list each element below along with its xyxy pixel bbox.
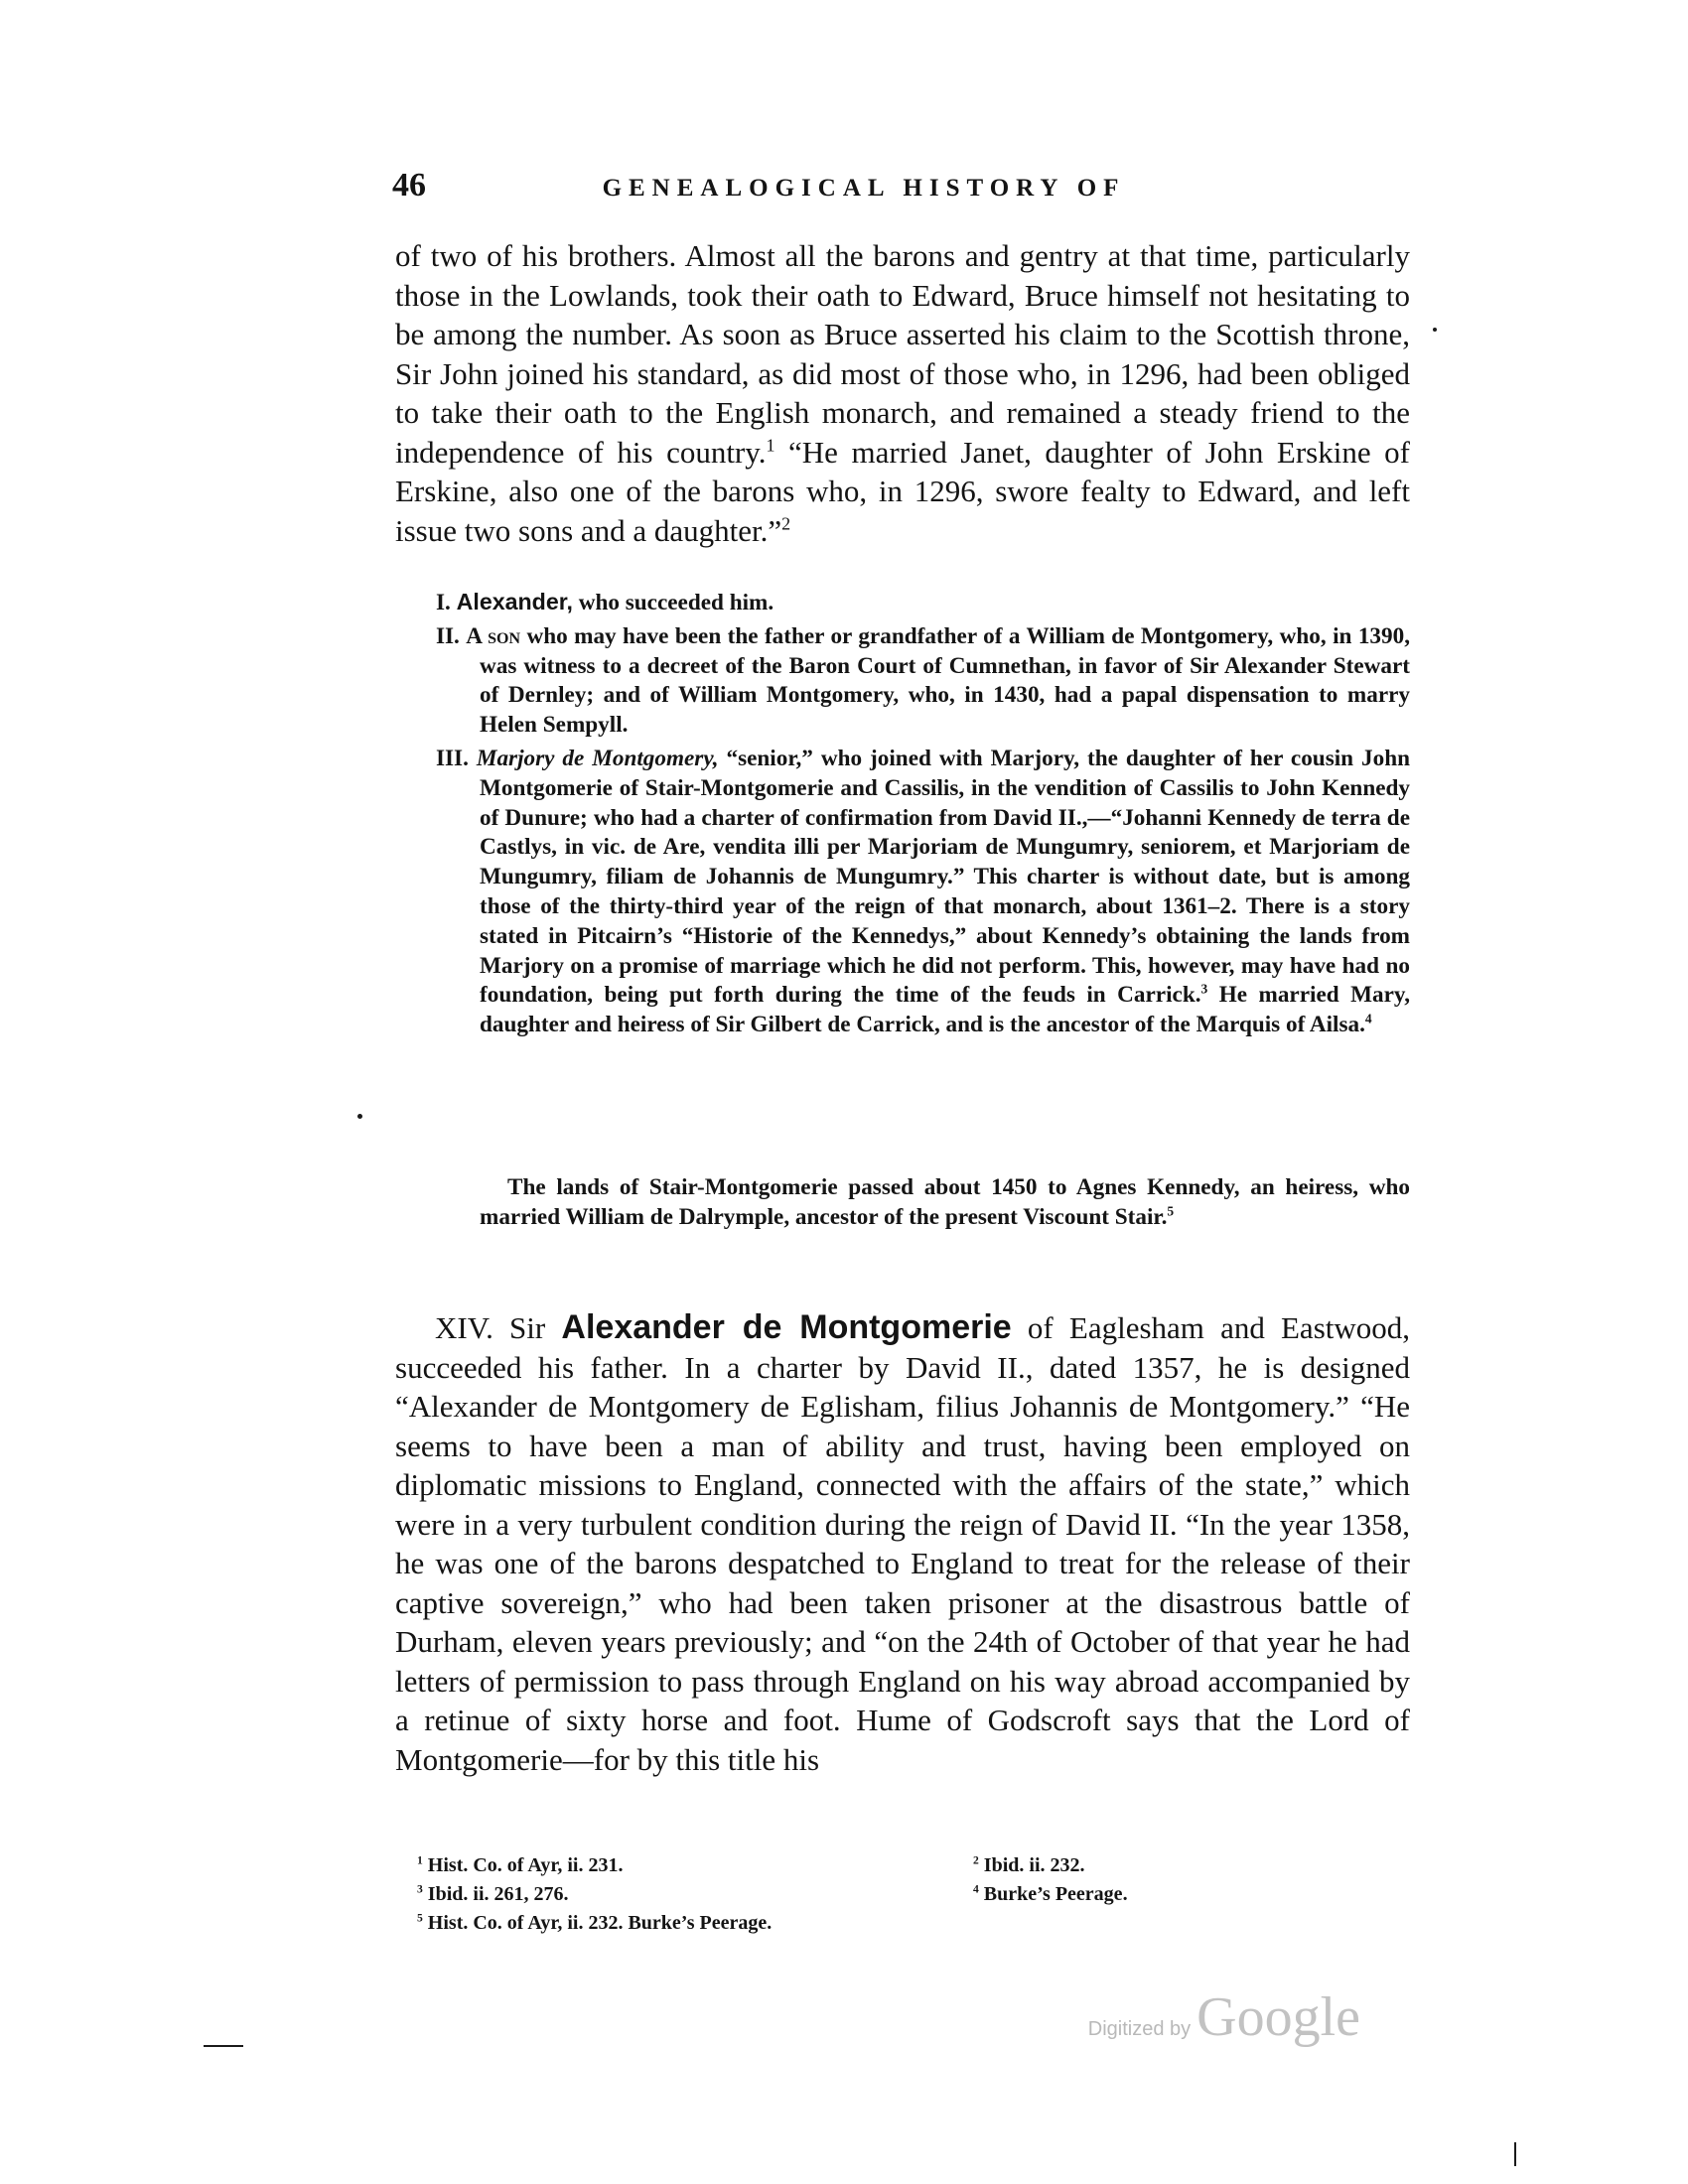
section-xiv bbox=[395, 1308, 1410, 1779]
footnote bbox=[417, 1852, 623, 1879]
list-text: who may have been the father or grandfather of a William de Montgomery, who, in 1390, was witness to a decreet of the Baron Court of Cumnethan, in favor of Sir Alexander Stewart of Dernley; and of William Montgomery, who, in 1430, had a papal dispensation to marry Helen Sempyll. bbox=[480, 622, 1410, 739]
footnote-number: 3 bbox=[417, 1882, 423, 1896]
footnote-text: Burke’s Peerage. bbox=[978, 1883, 1128, 1905]
footnote-number: 1 bbox=[417, 1853, 423, 1867]
section-heading-name: Alexander de Montgomerie bbox=[561, 1308, 1012, 1346]
child-name: A son bbox=[466, 622, 521, 649]
section-title-prefix: Sir bbox=[509, 1310, 546, 1345]
scan-artifact bbox=[1514, 2142, 1516, 2166]
page-number: 46 bbox=[392, 167, 426, 204]
list-text: “senior,” who joined with Marjory, the daughter of her cousin John Montgomerie of Stair-Montgomerie and Cassilis, in the vendition of Cassilis to John Kennedy of Dunure; who had a charter of confirmation from David II.,—“Johanni Kennedy de terra de Castlys, in vic. de Are, vendita illi per Marjoriam de Mungumry, seniorem, et Marjoriam de Mungumry, filiam de Johannis de Mungumry.” This charter is without date, but is among those of the thirty-third year of the reign of that monarch, about 1361–2. There is a story stated in Pitcairn’s “Historie of the Kennedys,” about Kennedy’s obtaining the lands from Marjory on a promise of marriage which he did not perform. This, however, may have had no foundation, being put forth during the time of the feuds in Carrick. bbox=[480, 745, 1410, 1009]
footnote-ref: 4 bbox=[1364, 1011, 1372, 1026]
paragraph-text-quote: “He married Janet, daughter of John Erskine of Erskine, also one of the barons who, in 1296, swore fealty to Edward, and left issue two sons and a daughter.” bbox=[395, 434, 1410, 548]
section-text: of Eaglesham and Eastwood, succeeded his father. In a charter by David II., dated 1357, he is designed “Alexander de Montgomery de Eglisham, filius Johannis de Montgomery.” “He seems to have been a man of ability and trust, having been employed on diplomatic missions to England, connected with the affairs of the state,” which were in a very turbulent condition during the reign of David II. “In the year 1358, he was one of the barons despatched to England to treat for the release of their captive sovereign,” who had been taken prisoner at the disastrous battle of Durham, eleven years previously; and “on the 24th of October of that year he had letters of permission to pass through England on his way abroad accompanied by a retinue of sixty horse and foot. Hume of Godscroft says that the Lord of Montgomerie—for by this title his bbox=[395, 1310, 1411, 1777]
list-numeral: III. bbox=[436, 745, 469, 771]
footnote-ref: 1 bbox=[766, 435, 775, 456]
watermark-prefix: Digitized by bbox=[1087, 2018, 1192, 2040]
issue-list bbox=[395, 588, 1410, 1044]
footnote-number: 5 bbox=[417, 1911, 423, 1925]
footnote-ref: 5 bbox=[1167, 1203, 1175, 1219]
list-item bbox=[395, 622, 1410, 741]
footnote-ref: 3 bbox=[1200, 981, 1208, 997]
digitized-watermark bbox=[1088, 1985, 1360, 2049]
list-item bbox=[395, 745, 1410, 1040]
note-text: The lands of Stair-Montgomerie passed about 1450 to Agnes Kennedy, an heiress, who married William de Dalrymple, ancestor of the present Viscount Stair. bbox=[480, 1174, 1410, 1230]
scan-artifact bbox=[204, 2045, 243, 2047]
running-head: GENEALOGICAL HISTORY OF bbox=[602, 175, 1126, 202]
footnote-number: 4 bbox=[973, 1882, 979, 1896]
footnote-number: 2 bbox=[973, 1853, 979, 1867]
google-logo: Google bbox=[1196, 1986, 1360, 2048]
list-numeral: II. bbox=[436, 622, 460, 649]
footnote bbox=[417, 1910, 772, 1937]
footnote-text: Hist. Co. of Ayr, ii. 232. Burke’s Peerage. bbox=[422, 1912, 773, 1934]
footnote-text: Ibid. ii. 232. bbox=[978, 1854, 1085, 1876]
section-numeral: XIV. bbox=[435, 1310, 493, 1345]
footnote bbox=[417, 1881, 569, 1908]
list-numeral: I. bbox=[436, 590, 451, 615]
list-text-continued: He married Mary, daughter and heiress of Sir Gilbert de Carrick, and is the ancestor of the Marquis of Ailsa. bbox=[480, 982, 1410, 1038]
scan-artifact bbox=[1433, 328, 1437, 332]
footnote-text: Ibid. ii. 261, 276. bbox=[422, 1883, 569, 1905]
footnote-ref: 2 bbox=[781, 513, 791, 534]
child-name: Alexander, bbox=[456, 589, 573, 614]
footnote bbox=[973, 1881, 1128, 1908]
child-name: Marjory de Montgomery, bbox=[476, 745, 719, 771]
paragraph-continuation bbox=[395, 236, 1410, 550]
stair-note bbox=[480, 1173, 1410, 1233]
footnote-text: Hist. Co. of Ayr, ii. 231. bbox=[422, 1854, 624, 1876]
paragraph-text: of two of his brothers. Almost all the barons and gentry at that time, particularly those in the Lowlands, took their oath to Edward, Bruce himself not hesitating to be among the number. As soon as Bruce asserted his claim to the Scottish throne, Sir John joined his standard, as did most of those who, in 1296, had been obliged to take their oath to the English monarch, and remained a steady friend to the independence of his country. bbox=[395, 238, 1410, 470]
scan-artifact bbox=[357, 1114, 362, 1119]
list-text: who succeeded him. bbox=[572, 590, 774, 615]
footnote bbox=[973, 1852, 1085, 1879]
list-item bbox=[395, 588, 1410, 618]
